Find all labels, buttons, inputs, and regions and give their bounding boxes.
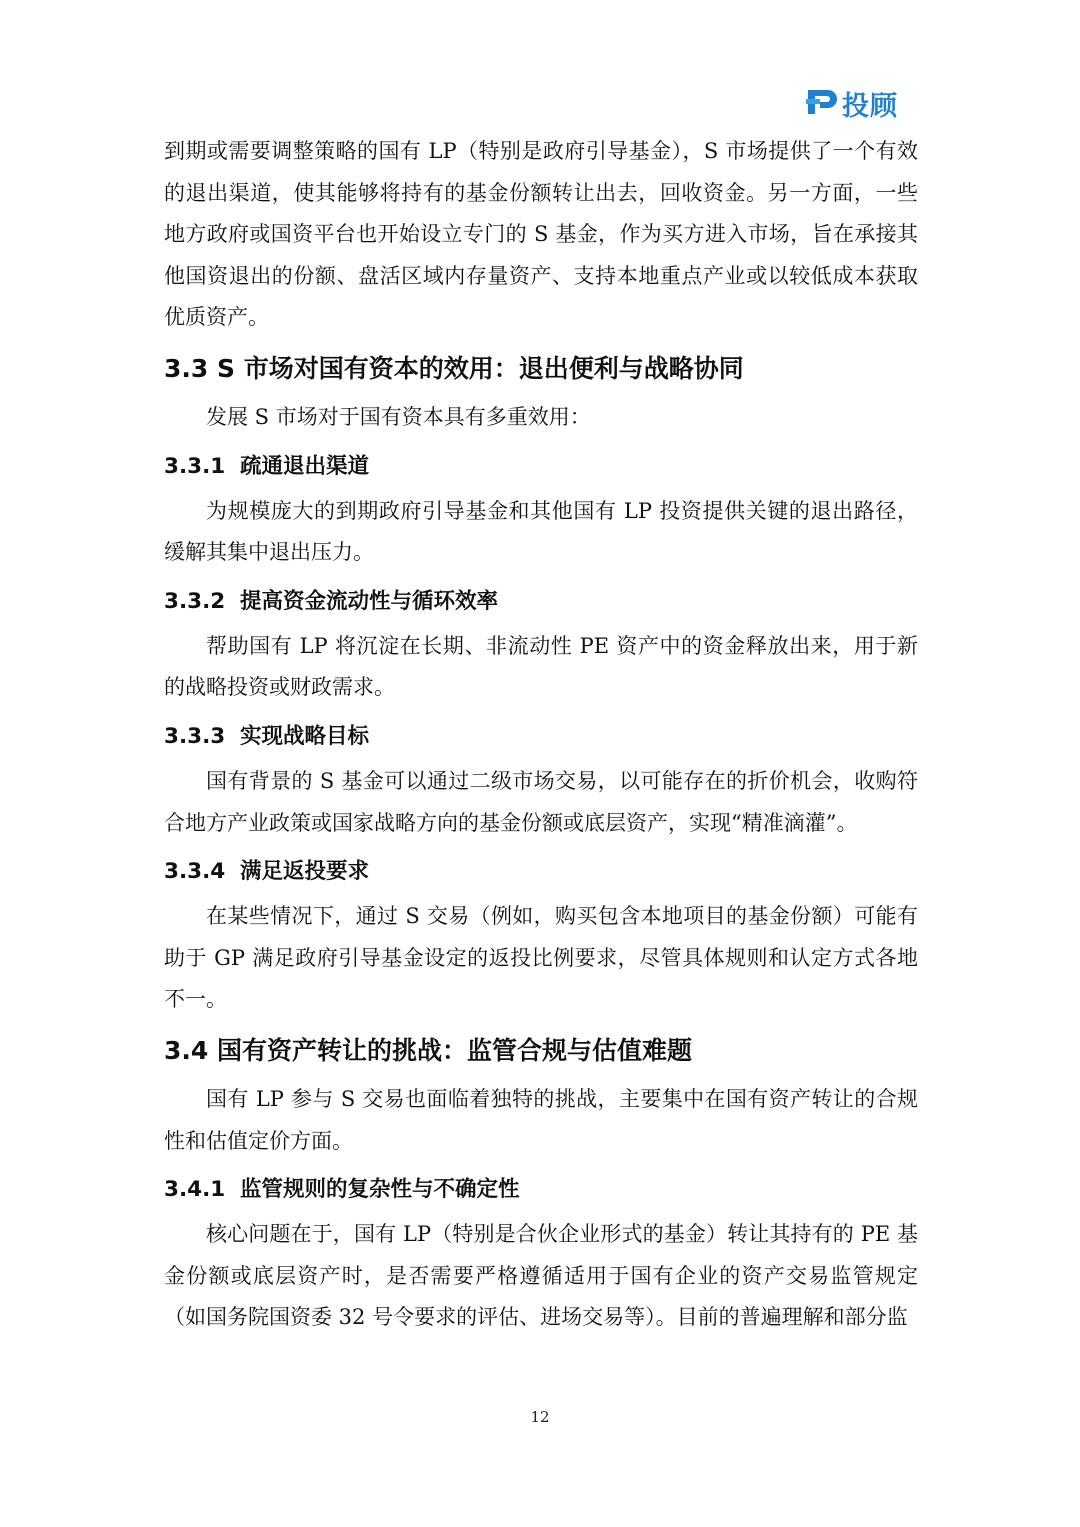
heading-title: 监管规则的复杂性与不确定性	[240, 1177, 520, 1203]
heading-number: 3.3.4	[164, 859, 226, 885]
brand-logo	[806, 82, 916, 122]
brand-logo-text: 投顾	[842, 91, 898, 122]
paragraph: 为规模庞大的到期政府引导基金和其他国有 LP 投资提供关键的退出路径，缓解其集中退出压力。	[164, 498, 918, 565]
heading-number: 3.3.3	[164, 723, 226, 749]
paragraph: 发展 S 市场对于国有资本具有多重效用：	[206, 404, 591, 429]
heading-number: 3.3.1	[164, 453, 226, 479]
subsection-heading-3-3-3	[164, 719, 918, 755]
subsection-heading-3-4-1	[164, 1172, 918, 1208]
heading-number: 3.4.1	[164, 1177, 226, 1203]
heading-number: 3.3.2	[164, 588, 226, 614]
section-heading-3-4: 3.4 国有资产转让的挑战：监管合规与估值难题	[164, 1035, 692, 1065]
paragraph: 帮助国有 LP 将沉淀在长期、非流动性 PE 资产中的资金释放出来，用于新的战略投资或财政需求。	[164, 633, 918, 700]
paragraph: 到期或需要调整策略的国有 LP（特别是政府引导基金），S 市场提供了一个有效的退出渠道，使其能够将持有的基金份额转让出去，回收资金。另一方面，一些地方政府或国资平台也开始设立专门的 S 基金，作为买方进入市场，旨在承接其他国资退出的份额、盘活区域内存量资产、支持本地重点产业或以较低成本获取优质资产。	[164, 139, 918, 330]
document-body	[164, 131, 918, 1339]
heading-title: 满足返投要求	[240, 859, 370, 885]
page-number: 12	[530, 1408, 550, 1426]
paragraph: 核心问题在于，国有 LP（特别是合伙企业形式的基金）转让其持有的 PE 基金份额或底层资产时，是否需要严格遵循适用于国有企业的资产交易监管规定（如国务院国资委 32 号令要求的评估、进场交易等）。目前的普遍理解和部分监	[164, 1222, 918, 1330]
paragraph: 在某些情况下，通过 S 交易（例如，购买包含本地项目的基金份额）可能有助于 GP 满足政府引导基金设定的返投比例要求，尽管具体规则和认定方式各地不一。	[164, 904, 918, 1012]
subsection-heading-3-3-4	[164, 854, 918, 890]
brand-logo-icon	[806, 82, 840, 120]
paragraph: 国有 LP 参与 S 交易也面临着独特的挑战，主要集中在国有资产转让的合规性和估值定价方面。	[164, 1086, 918, 1153]
subsection-heading-3-3-1	[164, 449, 918, 485]
section-heading-3-3: 3.3 S 市场对国有资本的效用：退出便利与战略协同	[164, 353, 744, 383]
heading-title: 疏通退出渠道	[240, 453, 370, 479]
heading-title: 提高资金流动性与循环效率	[240, 588, 499, 614]
paragraph: 国有背景的 S 基金可以通过二级市场交易，以可能存在的折价机会，收购符合地方产业政策或国家战略方向的基金份额或底层资产，实现“精准滴灌”。	[164, 768, 918, 835]
subsection-heading-3-3-2	[164, 584, 918, 620]
heading-title: 实现战略目标	[240, 723, 370, 749]
